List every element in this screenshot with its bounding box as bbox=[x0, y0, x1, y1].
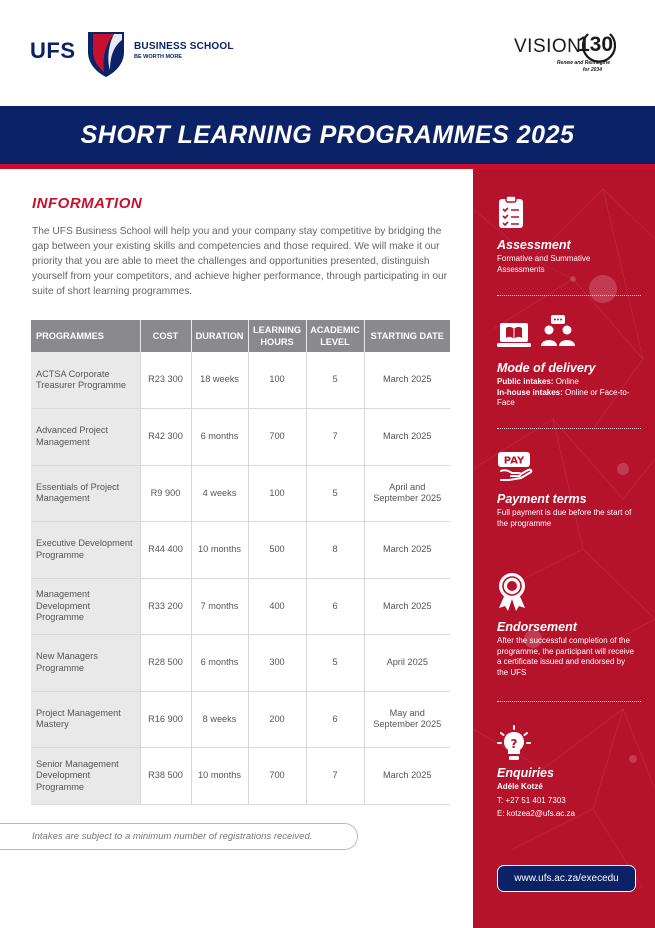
programme-duration: 6 months bbox=[191, 409, 248, 466]
programme-start: March 2025 bbox=[364, 578, 450, 635]
programme-start: April and September 2025 bbox=[364, 465, 450, 522]
ufs-business-school-logo bbox=[30, 30, 234, 80]
programme-start: April 2025 bbox=[364, 635, 450, 692]
payment-section bbox=[497, 492, 637, 529]
payment-title: Payment terms bbox=[497, 492, 587, 506]
programme-hours: 700 bbox=[248, 409, 306, 466]
programme-level: 5 bbox=[306, 465, 364, 522]
programme-name: New Managers Programme bbox=[31, 635, 140, 692]
inhouse-intakes-label: In-house intakes: bbox=[497, 387, 563, 397]
intake-note: Intakes are subject to a minimum number of registrations received. bbox=[0, 823, 358, 850]
programme-name: Project Management Mastery bbox=[31, 691, 140, 748]
ufs-shield-icon bbox=[84, 30, 128, 78]
clipboard-checklist-icon bbox=[497, 195, 525, 229]
programme-level: 6 bbox=[306, 578, 364, 635]
vision-number: 130 bbox=[578, 33, 614, 56]
column-header-cost: COST bbox=[140, 320, 191, 352]
programme-level: 8 bbox=[306, 522, 364, 579]
programme-name: Senior Management Development Programme bbox=[31, 748, 140, 805]
website-link-button[interactable]: www.ufs.ac.za/execedu bbox=[497, 865, 636, 892]
programme-cost: R33 200 bbox=[140, 578, 191, 635]
programme-start: March 2025 bbox=[364, 522, 450, 579]
table-row bbox=[31, 465, 450, 522]
vision-130-logo bbox=[510, 30, 620, 80]
vision-word: VISION bbox=[514, 36, 582, 57]
contact-email[interactable]: E: kotzea2@ufs.ac.za bbox=[497, 809, 575, 818]
programme-duration: 10 months bbox=[191, 522, 248, 579]
delivery-public bbox=[497, 377, 637, 388]
programme-level: 6 bbox=[306, 691, 364, 748]
award-ribbon-icon bbox=[497, 572, 527, 612]
column-header-academic-level: ACADEMIC LEVEL bbox=[306, 320, 364, 352]
programme-level: 7 bbox=[306, 409, 364, 466]
enquiries-section bbox=[497, 766, 637, 820]
table-header-row bbox=[31, 320, 450, 352]
table-row bbox=[31, 409, 450, 466]
contact-phone[interactable]: T: +27 51 401 7303 bbox=[497, 795, 566, 805]
page-title: SHORT LEARNING PROGRAMMES 2025 bbox=[80, 120, 575, 149]
section-divider bbox=[497, 428, 641, 429]
svg-text:?: ? bbox=[510, 737, 518, 751]
people-chat-icon bbox=[541, 315, 575, 347]
information-body: The UFS Business School will help you and your company stay competitive by bridging the gap between your existing skills and competencies and those required. We will make it our priority that you are able to meet the challenges and opportunities presented, distinguish yourself from your competitors, and achieve higher performance, through participating in our suite of short learning programmes. bbox=[32, 226, 448, 297]
public-intakes-value: Online bbox=[553, 377, 579, 386]
pay-icon-text: PAY bbox=[503, 455, 525, 467]
contact-name: Adéle Kotzé bbox=[497, 782, 543, 791]
pay-hand-icon bbox=[497, 451, 533, 481]
lightbulb-question-icon bbox=[497, 725, 531, 761]
programme-name: Advanced Project Management bbox=[31, 409, 140, 466]
programme-cost: R16 900 bbox=[140, 691, 191, 748]
public-intakes-label: Public intakes: bbox=[497, 377, 554, 386]
programme-start: March 2025 bbox=[364, 409, 450, 466]
programme-level: 5 bbox=[306, 352, 364, 409]
assessment-text: Formative and Summative Assessments bbox=[497, 254, 591, 274]
programme-hours: 700 bbox=[248, 748, 306, 805]
endorsement-text: After the successful completion of the programme, the participant will receive a certificate issued and endorsed by the UFS bbox=[497, 636, 634, 677]
programme-hours: 500 bbox=[248, 522, 306, 579]
programme-duration: 4 weeks bbox=[191, 465, 248, 522]
endorsement-section bbox=[497, 620, 637, 678]
programme-cost: R28 500 bbox=[140, 635, 191, 692]
programme-name: Executive Development Programme bbox=[31, 522, 140, 579]
table-row bbox=[31, 748, 450, 805]
enquiries-title: Enquiries bbox=[497, 766, 554, 780]
information-heading: INFORMATION bbox=[32, 195, 143, 212]
programme-hours: 300 bbox=[248, 635, 306, 692]
programme-duration: 8 weeks bbox=[191, 691, 248, 748]
programme-duration: 18 weeks bbox=[191, 352, 248, 409]
programme-start: March 2025 bbox=[364, 352, 450, 409]
inhouse-intakes-value: Online or Face-to-Face bbox=[497, 387, 630, 407]
programme-cost: R9 900 bbox=[140, 465, 191, 522]
programme-cost: R38 500 bbox=[140, 748, 191, 805]
programme-duration: 10 months bbox=[191, 748, 248, 805]
info-sidebar bbox=[473, 169, 655, 928]
assessment-title: Assessment bbox=[497, 238, 571, 252]
column-header-duration: DURATION bbox=[191, 320, 248, 352]
column-header-learning-hours: LEARNING HOURS bbox=[248, 320, 306, 352]
table-row bbox=[31, 522, 450, 579]
delivery-title: Mode of delivery bbox=[497, 361, 596, 375]
table-row bbox=[31, 352, 450, 409]
school-tagline: BE WORTH MORE bbox=[134, 54, 182, 60]
programme-hours: 100 bbox=[248, 465, 306, 522]
programme-cost: R23 300 bbox=[140, 352, 191, 409]
programme-hours: 400 bbox=[248, 578, 306, 635]
programme-name: Management Development Programme bbox=[31, 578, 140, 635]
table-row bbox=[31, 635, 450, 692]
payment-text: Full payment is due before the start of the programme bbox=[497, 508, 632, 528]
table-row bbox=[31, 578, 450, 635]
programme-duration: 7 months bbox=[191, 578, 248, 635]
table-row bbox=[31, 691, 450, 748]
section-divider bbox=[497, 701, 641, 702]
assessment-section bbox=[497, 238, 637, 275]
school-name: BUSINESS SCHOOL bbox=[134, 41, 234, 52]
programme-name: ACTSA Corporate Treasurer Programme bbox=[31, 352, 140, 409]
vision-tagline-2: for 2034 bbox=[582, 67, 602, 73]
delivery-inhouse bbox=[497, 388, 637, 409]
delivery-section bbox=[497, 361, 637, 409]
title-banner bbox=[0, 106, 655, 164]
programme-start: March 2025 bbox=[364, 748, 450, 805]
ufs-logo-text: UFS bbox=[30, 38, 76, 63]
programme-duration: 6 months bbox=[191, 635, 248, 692]
programme-level: 5 bbox=[306, 635, 364, 692]
programme-level: 7 bbox=[306, 748, 364, 805]
vision-tagline-1: Renew and Reimagine bbox=[556, 60, 610, 66]
programme-start: May and September 2025 bbox=[364, 691, 450, 748]
column-header-programmes: PROGRAMMES bbox=[31, 320, 140, 352]
laptop-book-icon bbox=[497, 321, 531, 349]
programme-name: Essentials of Project Management bbox=[31, 465, 140, 522]
programme-hours: 200 bbox=[248, 691, 306, 748]
endorsement-title: Endorsement bbox=[497, 620, 577, 634]
programme-cost: R44 400 bbox=[140, 522, 191, 579]
programmes-table bbox=[31, 320, 450, 805]
section-divider bbox=[497, 295, 641, 296]
column-header-starting-date: STARTING DATE bbox=[364, 320, 450, 352]
programme-cost: R42 300 bbox=[140, 409, 191, 466]
programme-hours: 100 bbox=[248, 352, 306, 409]
